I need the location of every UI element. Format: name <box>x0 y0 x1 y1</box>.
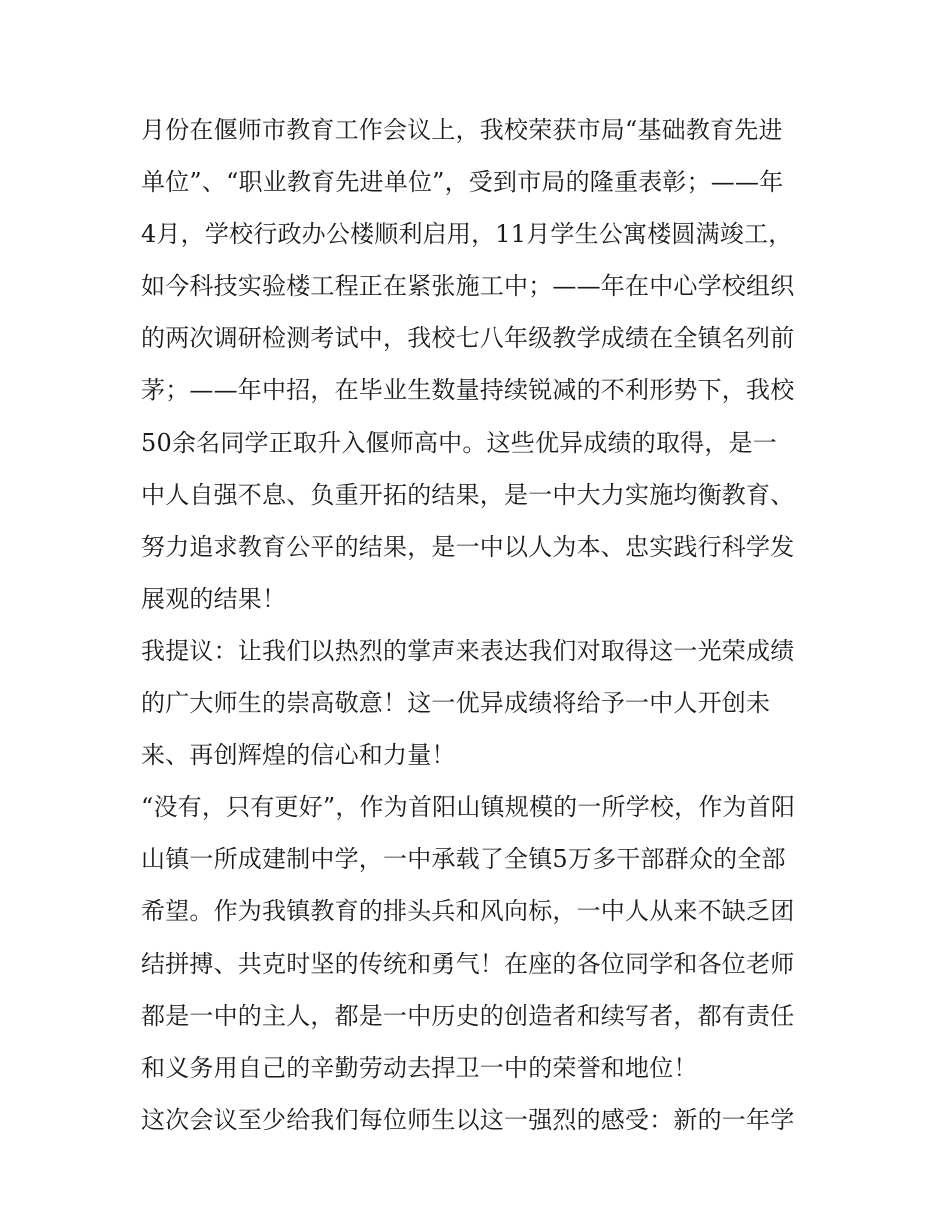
text-line: 都是一中的主人，都是一中历史的创造者和续写者，都有责任 <box>141 1001 795 1030</box>
text-line: 单位”、“职业教育先进单位”，受到市局的隆重表彰；——年 <box>141 168 784 197</box>
text-line: 4月，学校行政办公楼顺利启用，11月学生公寓楼圆满竣工， <box>141 220 793 249</box>
text-line: 希望。作为我镇教育的排头兵和风向标，一中人从来不缺乏团 <box>141 897 795 926</box>
text-line: 努力追求教育公平的结果，是一中以人为本、忠实践行科学发 <box>141 532 795 561</box>
text-line: 这次会议至少给我们每位师生以这一强烈的感受：新的一年学 <box>141 1105 795 1134</box>
text-line: 如今科技实验楼工程正在紧张施工中；——年在中心学校组织 <box>141 272 795 301</box>
text-line: 月份在偃师市教育工作会议上，我校荣获市局“基础教育先进 <box>141 116 783 144</box>
text-line: 的广大师生的崇高敬意！这一优异成绩将给予一中人开创未 <box>141 689 771 718</box>
text-line: 的两次调研检测考试中，我校七八年级教学成绩在全镇名列前 <box>141 324 795 353</box>
text-line: 茅；——年中招，在毕业生数量持续锐减的不利形势下，我校 <box>141 376 795 405</box>
text-line: 中人自强不息、负重开拓的结果，是一中大力实施均衡教育、 <box>141 480 795 509</box>
text-line: 结拼搏、共克时坚的传统和勇气！在座的各位同学和各位老师 <box>141 949 795 978</box>
text-line: “没有，只有更好”，作为首阳山镇规模的一所学校，作为首阳 <box>141 793 796 822</box>
text-line: 我提议：让我们以热烈的掌声来表达我们对取得这一光荣成绩 <box>141 636 795 665</box>
text-line: 和义务用自己的辛勤劳动去捍卫一中的荣誉和地位！ <box>141 1053 698 1082</box>
body-text <box>141 104 821 1146</box>
text-line: 来、再创辉煌的信心和力量！ <box>141 741 456 770</box>
text-line: 山镇一所成建制中学，一中承载了全镇5万多干部群众的全部 <box>141 845 786 874</box>
text-line: 50余名同学正取升入偃师高中。这些优异成绩的取得，是一 <box>141 428 777 457</box>
text-line: 展观的结果！ <box>141 584 287 613</box>
